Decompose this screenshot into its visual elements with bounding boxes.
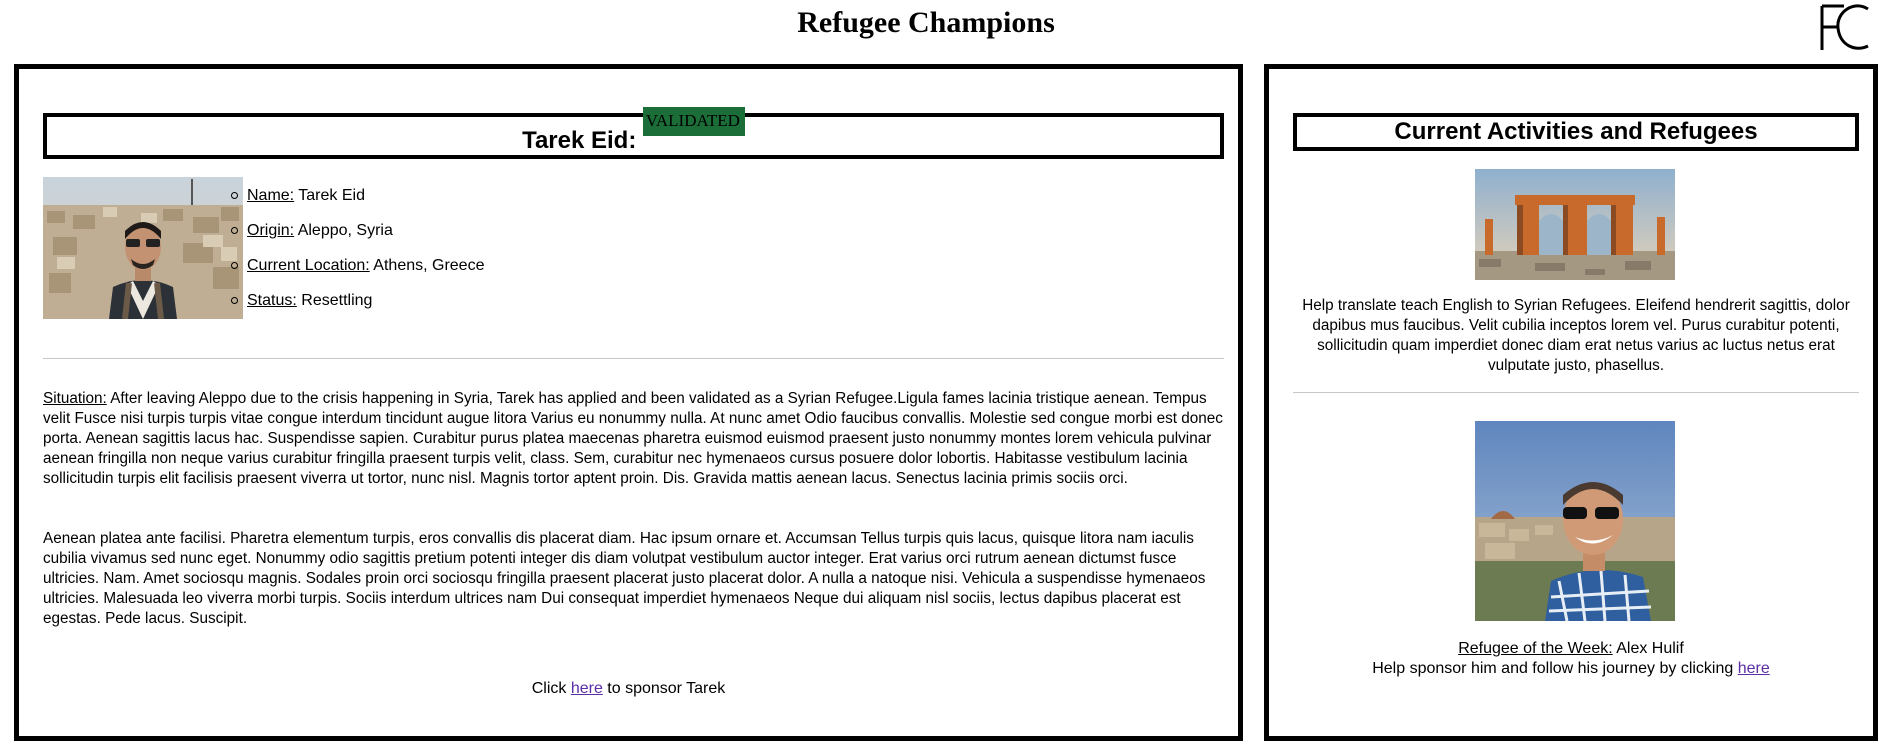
validated-badge: VALIDATED (643, 107, 745, 136)
situation-label: Situation: (43, 390, 107, 407)
refugee-of-week-photo (1475, 421, 1675, 621)
fc-logo (1814, 2, 1870, 54)
profile-field-name (231, 187, 484, 222)
site-title: Refugee Champions (797, 6, 1055, 39)
profile-name: Tarek Eid: (522, 127, 637, 154)
profile-header (43, 113, 1224, 159)
divider (1293, 392, 1859, 393)
profile-photo (43, 177, 243, 319)
activity-description: Help translate teach English to Syrian Refugees. Eleifend hendrerit sagittis, dolor dapibus mus faucibus. Velit cubilia inceptos lorem vel. Purus curabitur potenti, sollicitudin quam imperdiet donec diam erat netus varius ac luctus netus erat vulputate justo, phasellus. (1302, 297, 1850, 374)
situation-paragraph (43, 389, 1229, 489)
situation-text: After leaving Aleppo due to the crisis happening in Syria, Tarek has applied and been validated as a Syrian Refugee.Ligula fames lacinia tristique aenean. Tempus velit Fusce nisi turpis turpis vitae congue interdum tincidunt augue litora Varius eu nonummy nulla. At nunc amet Odio faucibus convallis. Molestie sed congue morbi est donec porta. Aenean sagittis lacus hac. Suspendisse sapien. Curabitur purus platea maecenas pharetra euismod euismod praesent justo nonummy montes lorem vehicula pulvinar aenean fringilla non neque varius curabitur fringilla praesent turpis velit, class. Sem, curabitur nec hymenaeos cursus posuere dolor lobortis. Habitasse vestibulum lacinia sollicitudin turpis elit facilisis praesent viverra ut tortor, nunc nisl. Magnis tortor aptent proin. Dis. Gravida mattis aenean lacus. Senectus lacinia primis sociis orci. (43, 390, 1223, 487)
field-value: Aleppo, Syria (297, 222, 393, 239)
profile-field-location (231, 257, 484, 292)
profile-panel (14, 64, 1243, 741)
field-value: Tarek Eid (298, 187, 365, 204)
activities-title: Current Activities and Refugees (1293, 113, 1859, 151)
refugee-of-week-sponsor-text: Help sponsor him and follow his journey by clicking (1372, 660, 1738, 677)
divider (43, 358, 1224, 359)
refugee-of-week (1269, 639, 1873, 679)
profile-paragraph-2: Aenean platea ante facilisi. Pharetra elementum turpis, eros convallis dis placerat diam. Hac ipsum ornare et. Accumsan Tellus turpis quis lacus, quisque litora nam iaculis cubilia vivamus sed nunc eget. Nonummy odio sagittis pretium potenti integer dis diam volutpat vestibulum auctor integer. Erat varius orci rutrum aenean dictumst fusce ultricies. Nam. Amet sociosqu magnis. Sodales proin orci sociosqu fringilla praesent placerat justo placerat dolor. A nulla a natoque nisi. Vehicula a suspendisse hymenaeos ultricies. Malesuada leo viverra morbi turpis. Sociis interdum ultrices nam Dui consequat imperdiet hymenaeos Neque dui aliquam nisl sociis, lectus dapibus placerat est egestas. Pede lacus. Suscipit. (43, 530, 1206, 627)
field-label: Origin: (247, 222, 295, 239)
sponsor-prefix: Click (531, 680, 571, 697)
profile-field-status (231, 292, 484, 327)
refugee-of-week-label: Refugee of the Week: (1458, 640, 1613, 657)
field-label: Current Location: (247, 257, 370, 274)
profile-field-origin (231, 222, 484, 257)
field-label: Name: (247, 187, 295, 204)
refugee-of-week-title-line (1269, 639, 1873, 659)
sponsor-link[interactable]: here (570, 680, 603, 697)
field-value: Resettling (301, 292, 373, 309)
profile-details (231, 187, 484, 327)
activities-panel (1264, 64, 1878, 741)
sponsor-line (19, 680, 1238, 698)
activity-photo (1475, 169, 1675, 280)
field-label: Status: (247, 292, 297, 309)
refugee-of-week-sponsor-line (1269, 659, 1873, 679)
sponsor-suffix: to sponsor Tarek (602, 680, 726, 697)
refugee-of-week-link[interactable]: here (1737, 660, 1770, 677)
refugee-of-week-name: Alex Hulif (1612, 640, 1684, 657)
field-value: Athens, Greece (373, 257, 485, 274)
